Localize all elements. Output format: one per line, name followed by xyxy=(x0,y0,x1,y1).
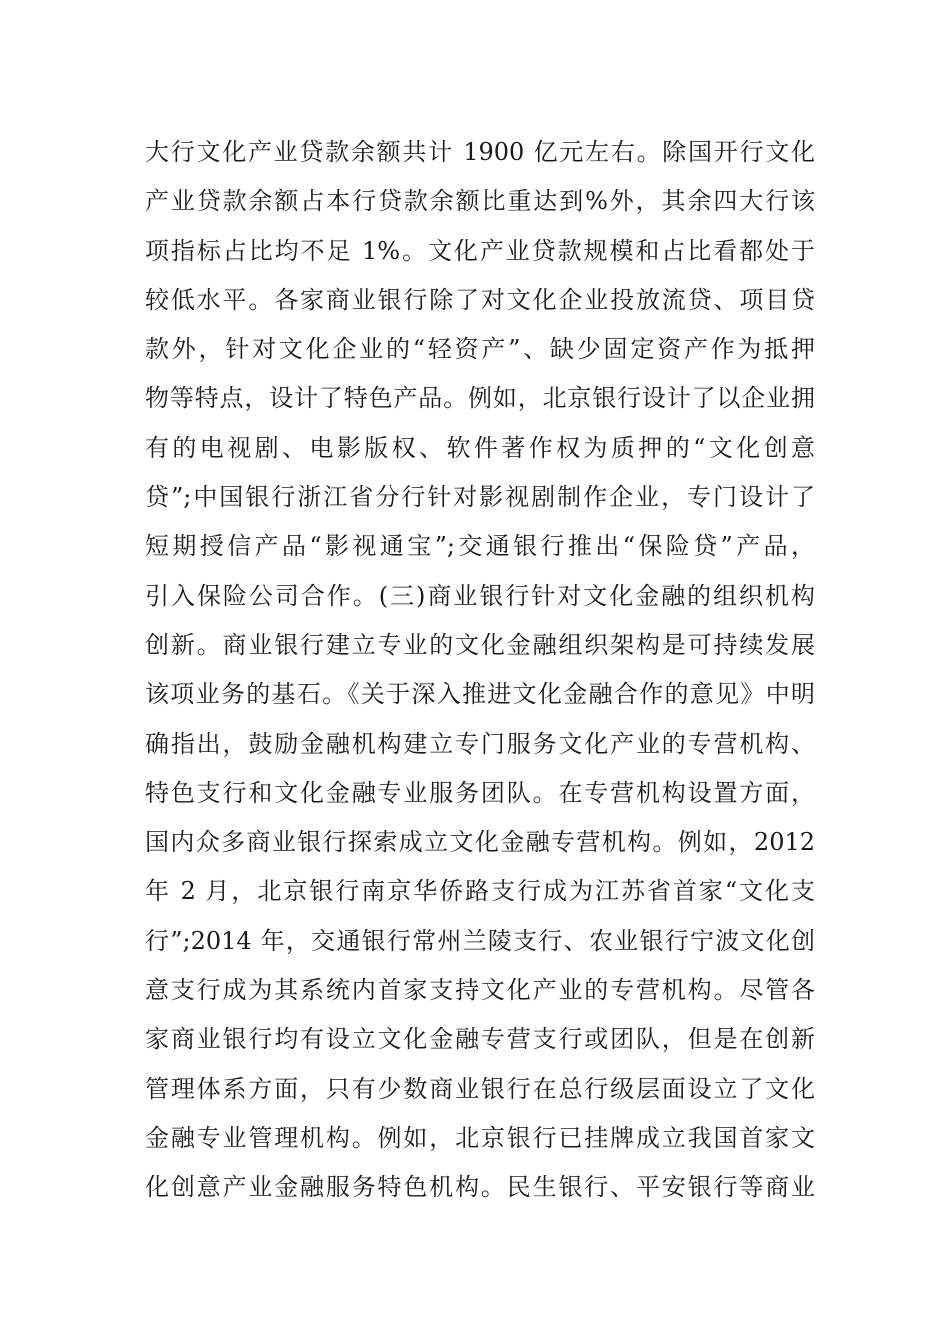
text-line: 引入保险公司合作。(三)商业银行针对文化金融的组织机构 xyxy=(145,581,815,610)
text-line: 物等特点，设计了特色产品。例如，北京银行设计了以企业拥 xyxy=(145,384,815,413)
text-line: 管理体系方面，只有少数商业银行在总行级层面设立了文化 xyxy=(145,1074,815,1103)
text-line: 金融专业管理机构。例如，北京银行已挂牌成立我国首家文 xyxy=(145,1123,815,1152)
text-line: 项指标占比均不足 1%。文化产业贷款规模和占比看都处于 xyxy=(145,236,815,265)
text-line: 行”;2014 年，交通银行常州兰陵支行、农业银行宁波文化创 xyxy=(145,926,815,955)
text-line: 较低水平。各家商业银行除了对文化企业投放流贷、项目贷 xyxy=(145,285,815,314)
text-line: 年 2 月，北京银行南京华侨路支行成为江苏省首家“文化支 xyxy=(145,877,815,906)
body-text xyxy=(145,128,815,1213)
text-line: 大行文化产业贷款余额共计 1900 亿元左右。除国开行文化 xyxy=(145,138,815,166)
text-line: 确指出，鼓励金融机构建立专门服务文化产业的专营机构、 xyxy=(145,729,815,758)
text-line: 特色支行和文化金融专业服务团队。在专营机构设置方面， xyxy=(145,778,815,807)
text-line: 贷”;中国银行浙江省分行针对影视剧制作企业，专门设计了 xyxy=(145,483,815,512)
text-line: 化创意产业金融服务特色机构。民生银行、平安银行等商业 xyxy=(145,1173,815,1202)
text-line: 有的电视剧、电影版权、软件著作权为质押的“文化创意 xyxy=(145,433,815,462)
text-line: 短期授信产品“影视通宝”;交通银行推出“保险贷”产品， xyxy=(145,532,815,561)
text-line: 产业贷款余额占本行贷款余额比重达到%外，其余四大行该 xyxy=(145,187,815,216)
text-line: 意支行成为其系统内首家支持文化产业的专营机构。尽管各 xyxy=(145,976,815,1005)
text-line: 家商业银行均有设立文化金融专营支行或团队，但是在创新 xyxy=(145,1025,815,1054)
text-line: 国内众多商业银行探索成立文化金融专营机构。例如，2012 xyxy=(145,828,815,857)
text-line: 创新。商业银行建立专业的文化金融组织架构是可持续发展 xyxy=(145,630,815,659)
text-line: 该项业务的基石。《关于深入推进文化金融合作的意见》中明 xyxy=(145,680,815,709)
text-line: 款外，针对文化企业的“轻资产”、缺少固定资产作为抵押 xyxy=(145,335,815,364)
